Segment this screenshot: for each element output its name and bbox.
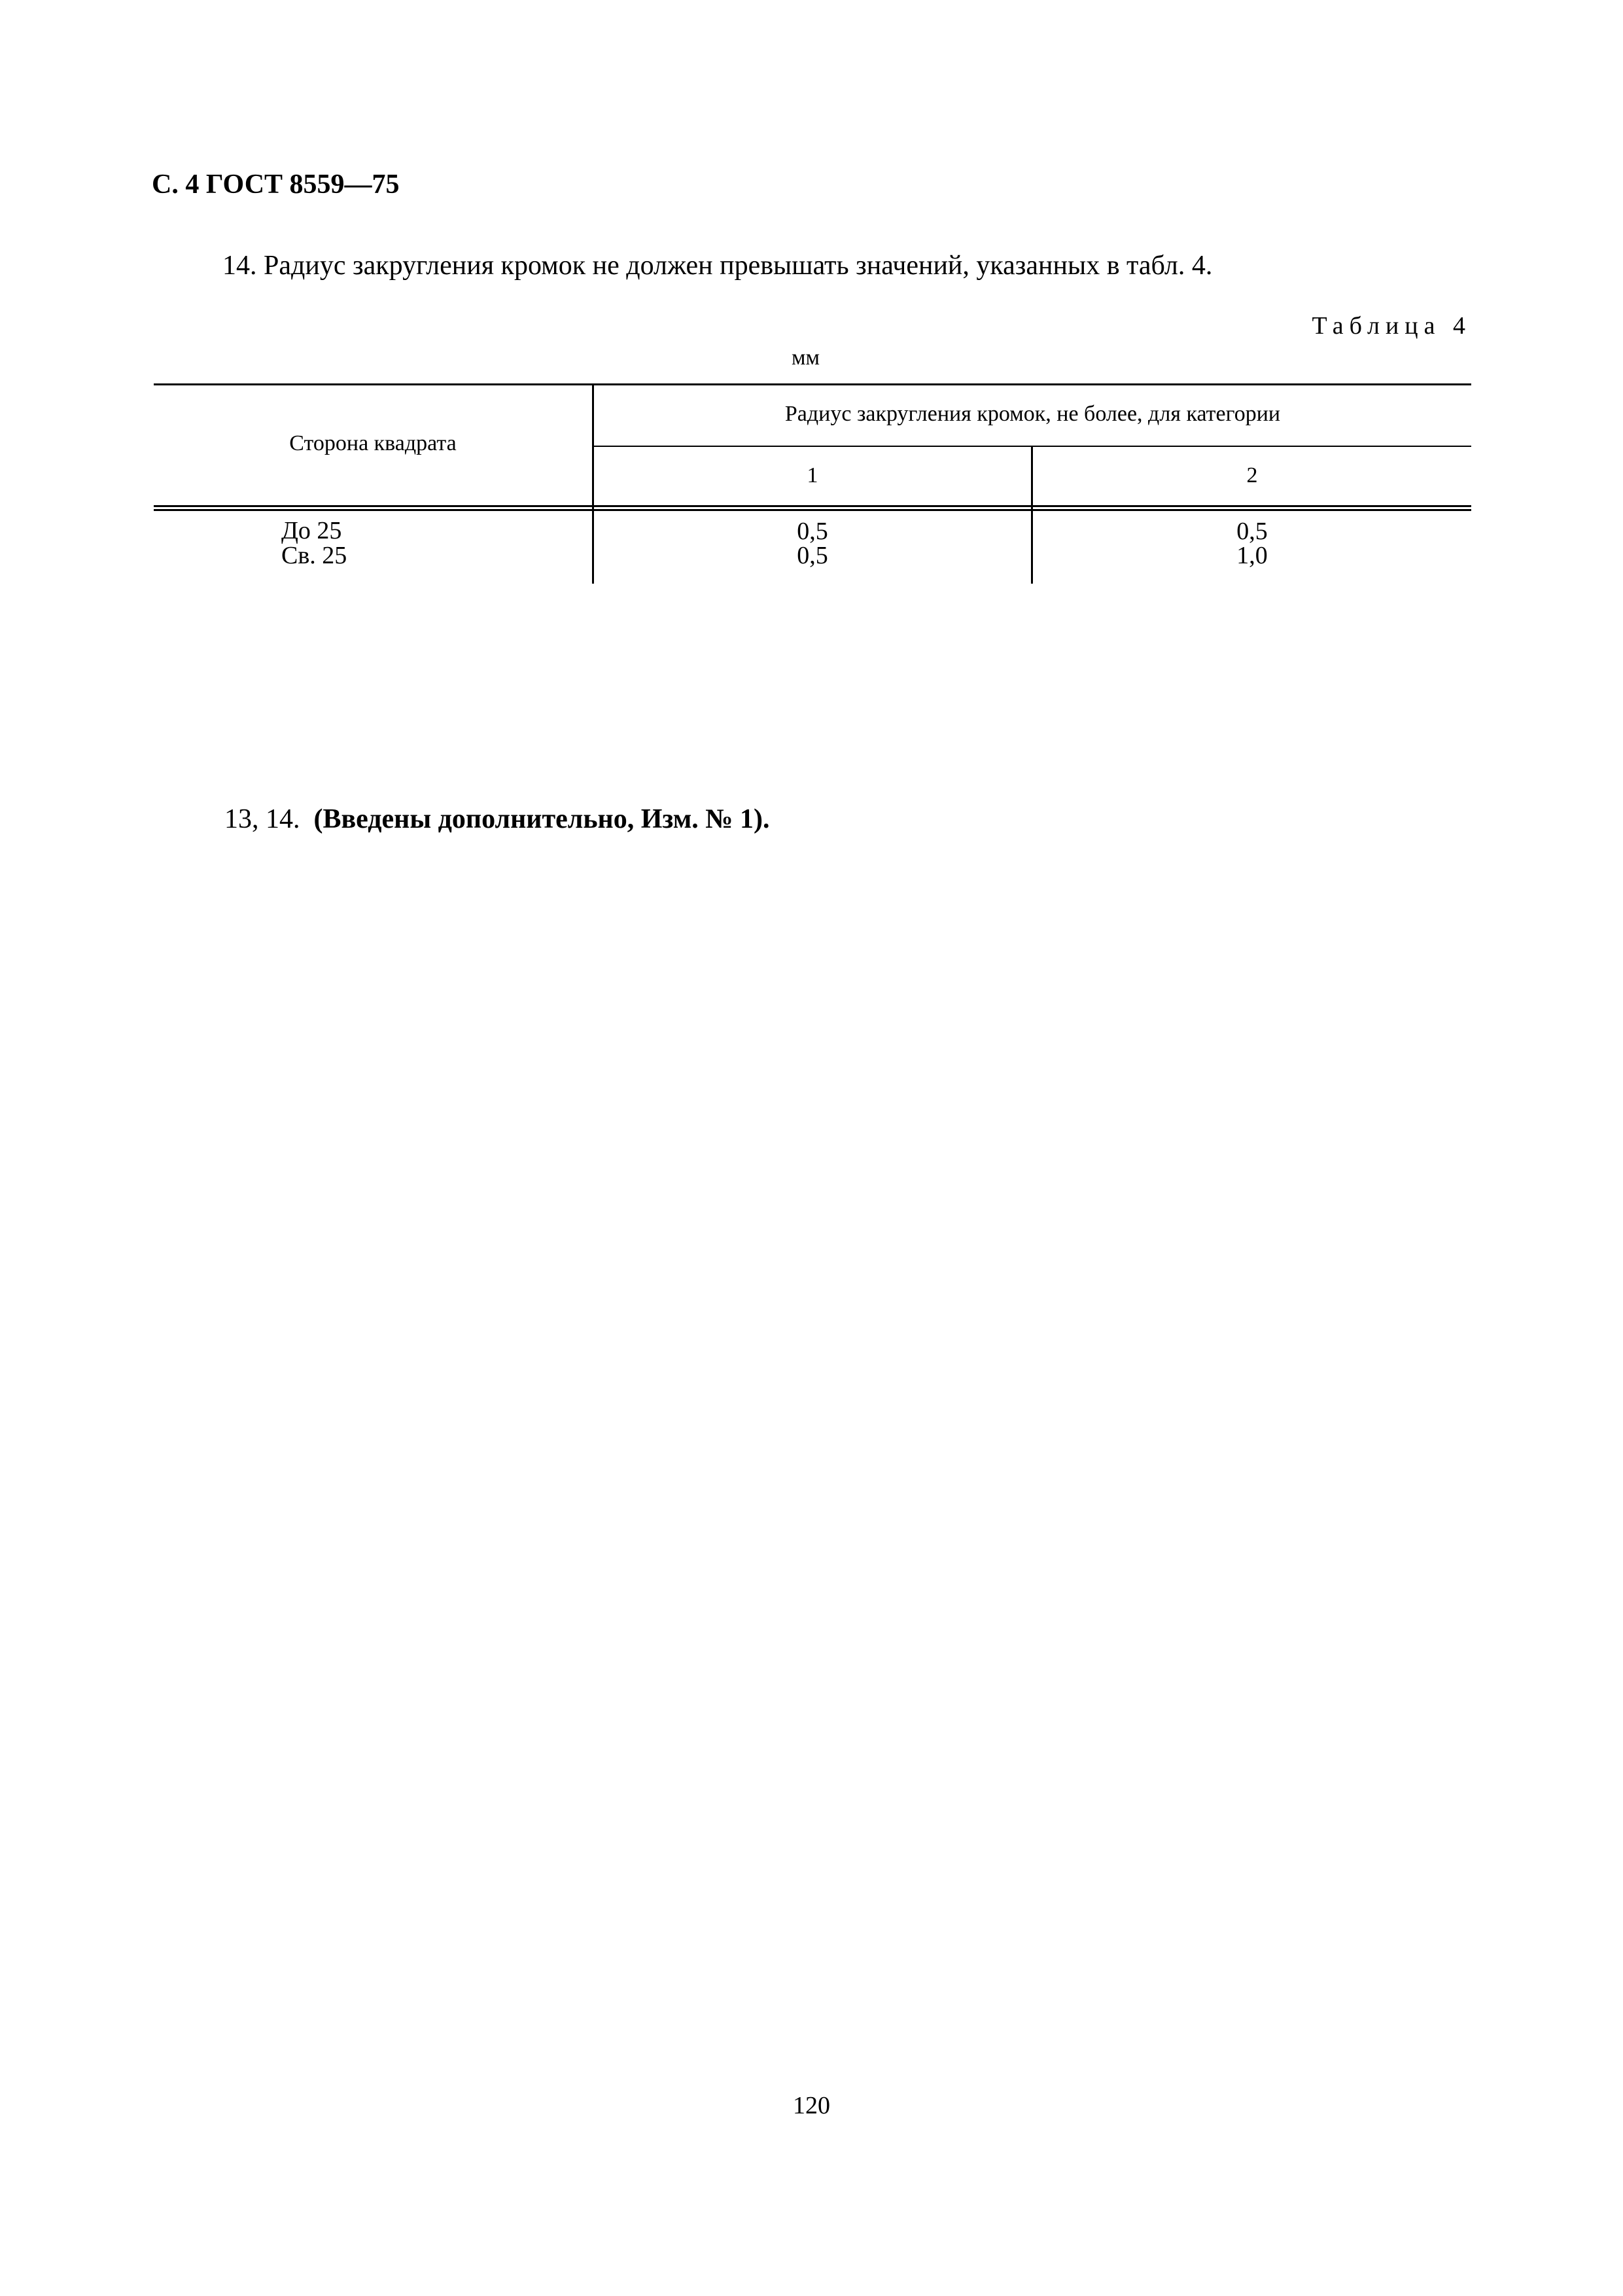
note-text: (Введены дополнительно, Изм. № 1). (313, 804, 770, 834)
col-header-radius: Радиус закругления кромок, не более, для категории (784, 402, 1281, 426)
col-header-side: Сторона квадрата (289, 431, 457, 455)
page-number: 120 (793, 2092, 830, 2119)
header-bottom-border-2 (154, 509, 1471, 511)
amendment-note (224, 804, 770, 835)
note-prefix: 13, 14. (224, 804, 300, 834)
category-1-header: 1 (807, 463, 818, 487)
radius-table (154, 383, 1471, 584)
row-1-side: До 25 (281, 517, 342, 544)
row-2-cat2: 1,0 (1236, 542, 1268, 569)
table-units: мм (792, 345, 820, 370)
header-bottom-border (154, 505, 1471, 507)
row-2-side: Св. 25 (281, 542, 347, 569)
row-2-cat1: 0,5 (797, 542, 828, 569)
paragraph-14: 14. Радиус закругления кромок не должен превышать значений, указанных в табл. 4. (222, 251, 1213, 281)
category-2-header: 2 (1246, 463, 1258, 487)
row-1-cat2: 0,5 (1236, 518, 1268, 545)
page-header: С. 4 ГОСТ 8559—75 (152, 169, 400, 200)
row-1-cat1: 0,5 (797, 518, 828, 545)
table-caption: Таблица 4 (1312, 312, 1471, 340)
table-top-border (154, 383, 1471, 385)
